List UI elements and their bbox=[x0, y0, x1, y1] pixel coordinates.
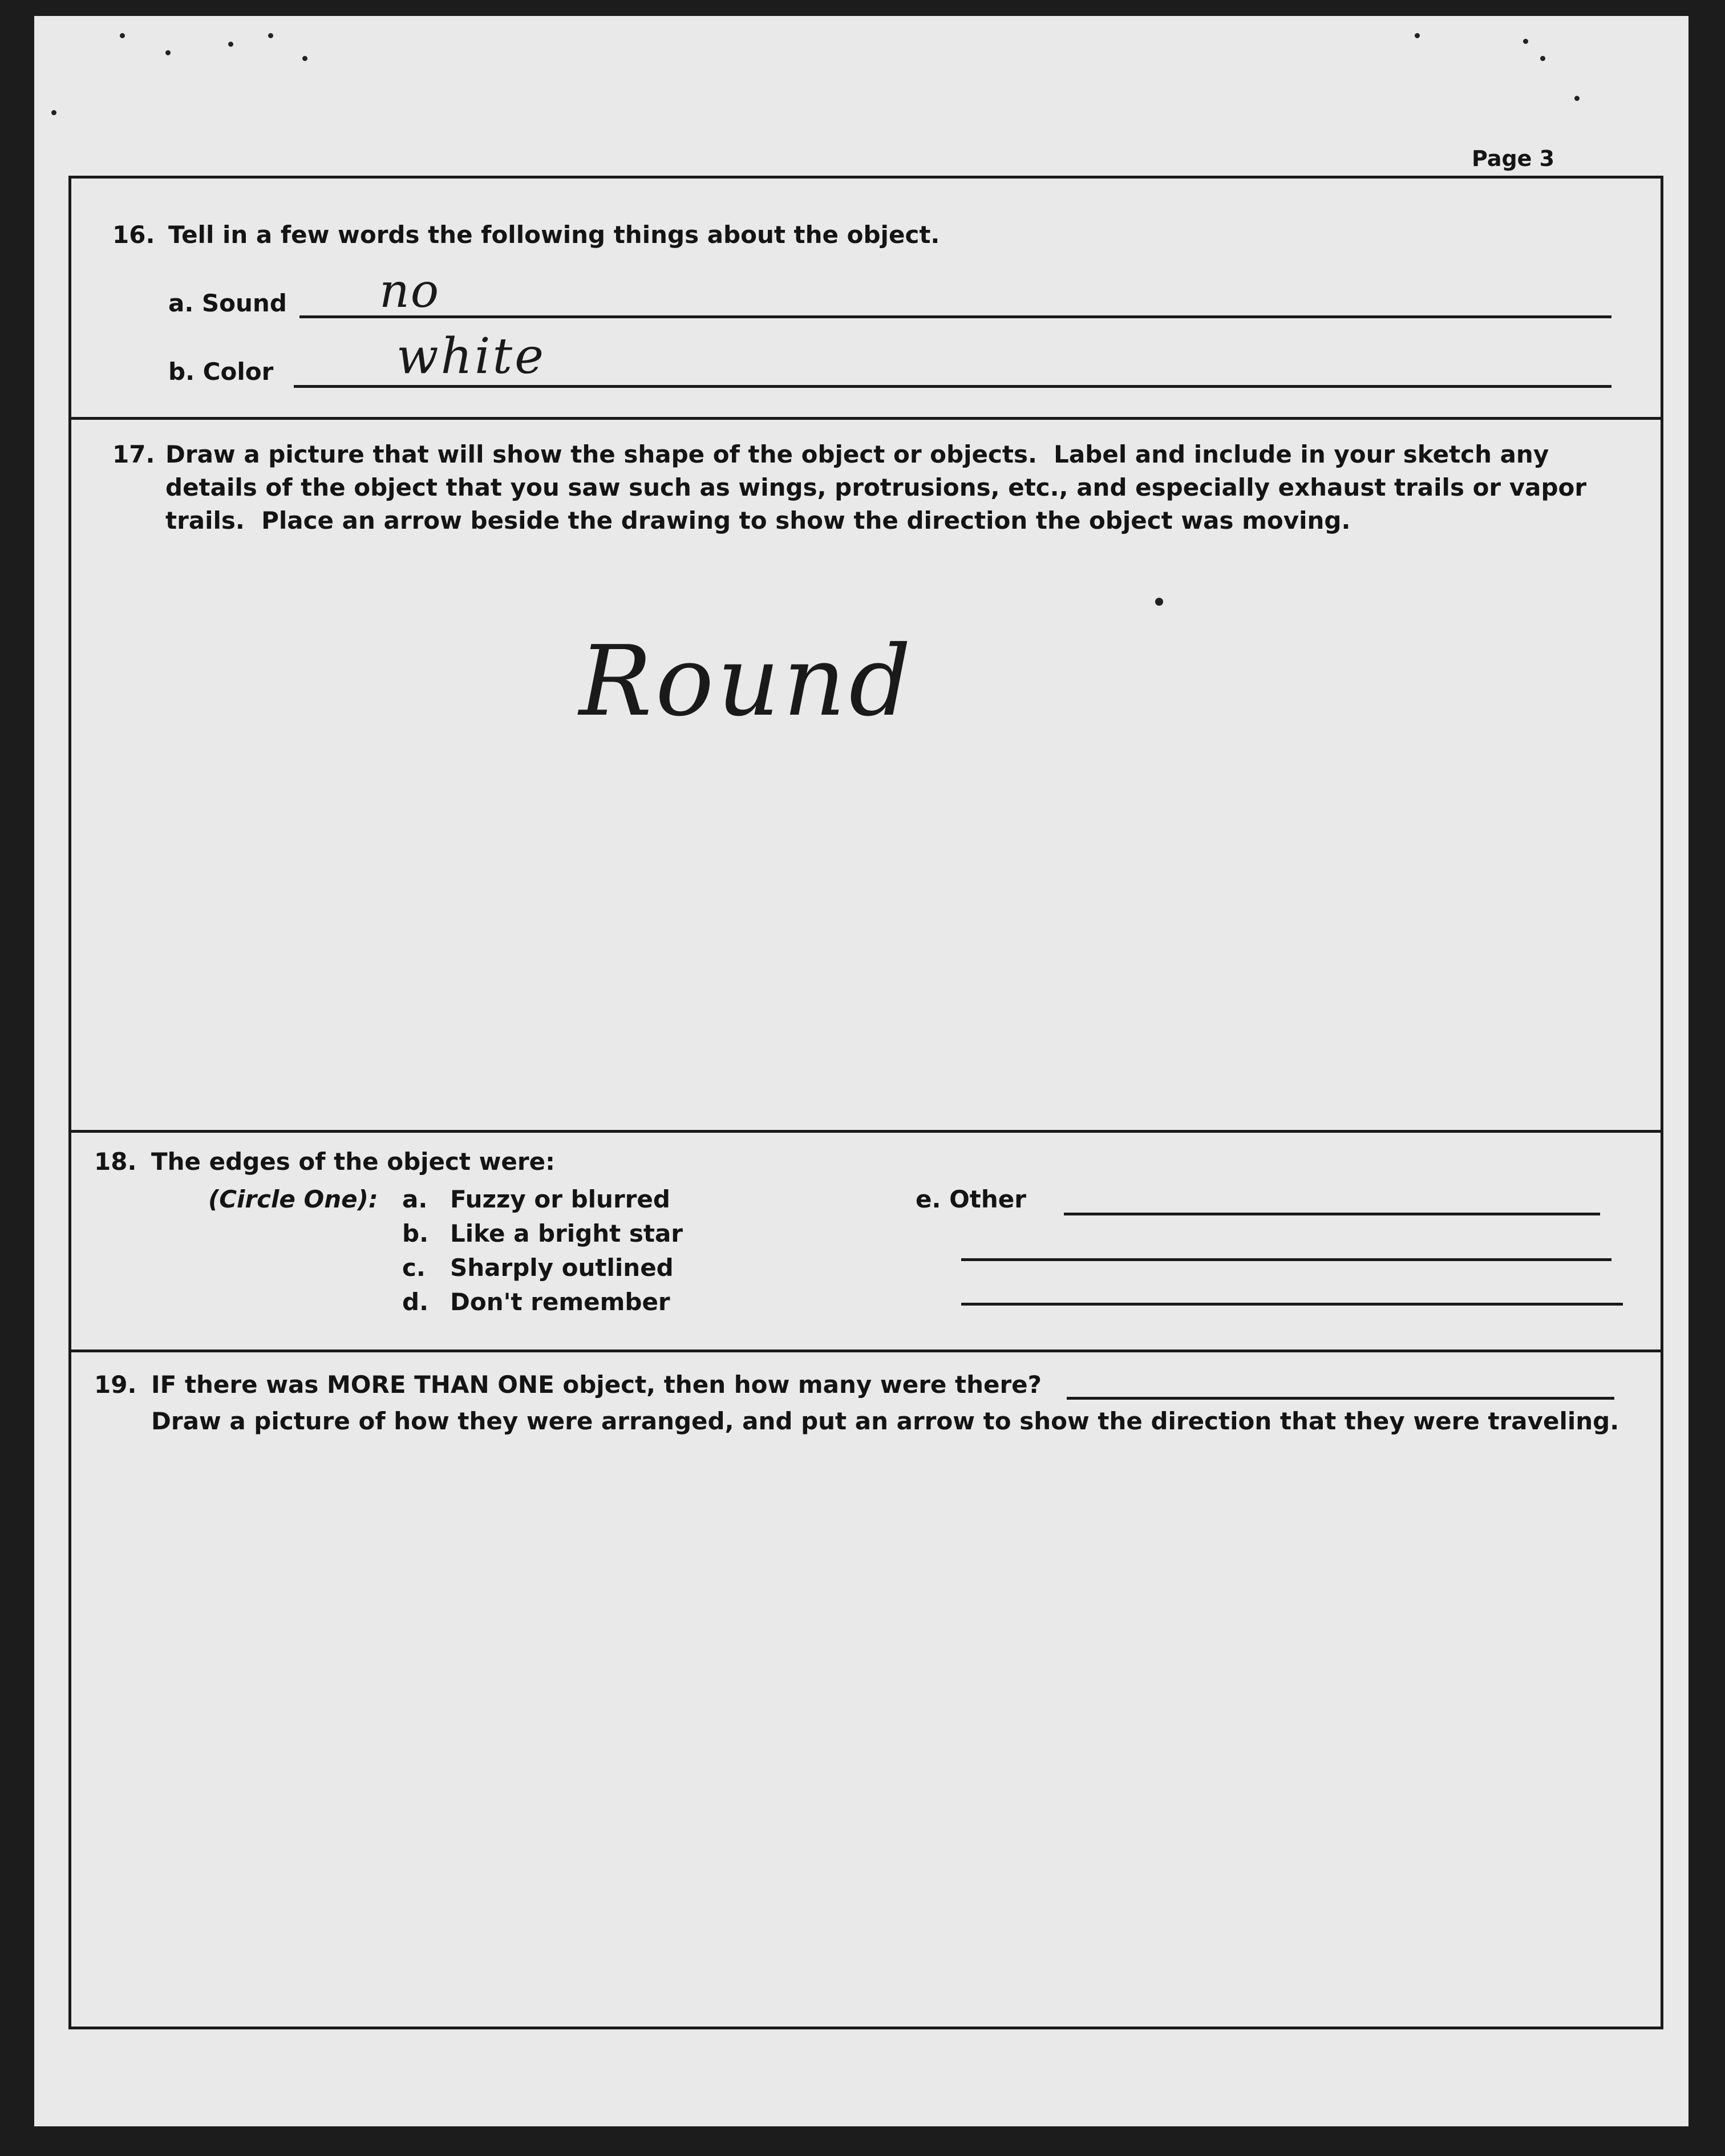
scan-speck bbox=[51, 110, 56, 115]
other-label: e. Other bbox=[916, 1185, 1026, 1213]
scan-speck bbox=[120, 33, 125, 38]
edge-option[interactable] bbox=[402, 1217, 683, 1250]
option-letter: d. bbox=[402, 1288, 429, 1316]
scan-speck bbox=[165, 50, 171, 55]
color-answer[interactable]: white bbox=[396, 328, 546, 385]
question-prompt: Tell in a few words the following things about the object. bbox=[168, 221, 940, 249]
option-letter: b. bbox=[402, 1219, 429, 1247]
question-prompt: IF there was MORE THAN ONE object, then how many were there? bbox=[151, 1371, 1042, 1399]
edge-option[interactable] bbox=[402, 1286, 670, 1319]
color-label: b. Color bbox=[168, 358, 274, 386]
other-answer-line[interactable] bbox=[1064, 1213, 1600, 1215]
form-sheet bbox=[34, 16, 1688, 2126]
scan-speck bbox=[1540, 56, 1545, 61]
other-answer-line[interactable] bbox=[961, 1303, 1623, 1306]
question-number: 16. bbox=[112, 221, 155, 249]
other-answer-line[interactable] bbox=[961, 1258, 1611, 1261]
scan-speck bbox=[1415, 33, 1420, 38]
edge-option[interactable] bbox=[402, 1251, 674, 1284]
option-letter: c. bbox=[402, 1254, 426, 1282]
option-text: Don't remember bbox=[450, 1288, 670, 1316]
scan-speck bbox=[268, 33, 273, 38]
sound-label: a. Sound bbox=[168, 289, 287, 317]
option-text: Like a bright star bbox=[450, 1219, 683, 1247]
question-16 bbox=[71, 179, 1661, 417]
object-count-line[interactable] bbox=[1067, 1397, 1614, 1400]
option-text: Sharply outlined bbox=[450, 1254, 674, 1282]
question-number: 19. bbox=[94, 1371, 137, 1399]
question-19 bbox=[71, 1352, 1661, 2025]
edge-option[interactable] bbox=[402, 1183, 670, 1216]
scan-speck bbox=[228, 42, 233, 47]
color-answer-line bbox=[294, 385, 1611, 388]
question-prompt: Draw a picture that will show the shape of the object or objects. Label and include in your sketch any details of the object that you saw such as wings, protrusions, etc., and especially exhaust trails or vapor trails. Place an arrow beside the drawing to show the direction the object was moving. bbox=[165, 440, 1595, 534]
scan-speck bbox=[302, 56, 307, 61]
circle-one-instruction: (Circle One): bbox=[208, 1185, 378, 1213]
question-prompt-continued: Draw a picture of how they were arranged, and put an arrow to show the direction that they were traveling. bbox=[151, 1407, 1619, 1435]
form-box bbox=[68, 176, 1663, 2029]
question-18 bbox=[71, 1133, 1661, 1349]
option-text: Fuzzy or blurred bbox=[450, 1185, 670, 1213]
option-letter: a. bbox=[402, 1185, 428, 1213]
sound-answer-line bbox=[299, 315, 1611, 318]
scan-speck bbox=[1523, 39, 1528, 44]
scan-speck bbox=[1574, 96, 1580, 101]
question-prompt: The edges of the object were: bbox=[151, 1148, 555, 1176]
question-number: 18. bbox=[94, 1148, 137, 1176]
sketch-answer[interactable]: Round bbox=[579, 625, 915, 738]
question-17 bbox=[71, 420, 1661, 1130]
page-number: Page 3 bbox=[1472, 146, 1555, 171]
sound-answer[interactable]: no bbox=[379, 264, 440, 318]
question-number: 17. bbox=[112, 440, 155, 468]
